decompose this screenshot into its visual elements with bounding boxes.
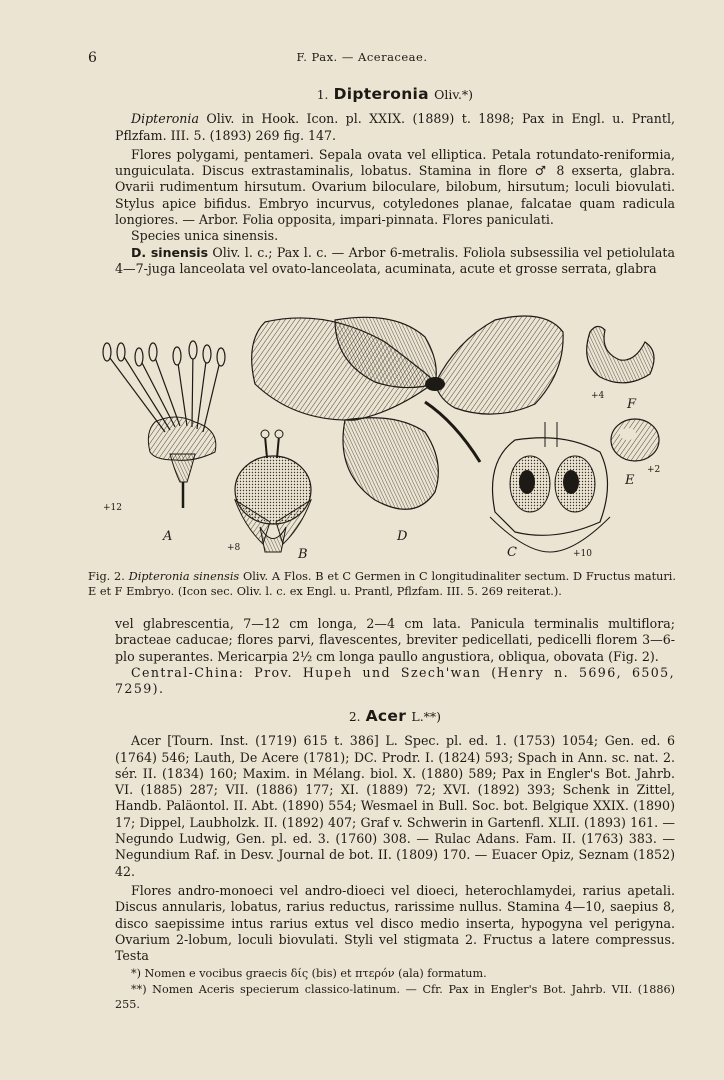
figure-label-e: E (625, 473, 635, 488)
figure-label-c: C (507, 545, 517, 560)
mag-label-b: +8 (227, 543, 241, 553)
genus-heading-dipteronia (115, 86, 675, 103)
botanical-illustration (95, 312, 685, 568)
genus-number: 2. (348, 710, 361, 724)
species-note: Species unica sinensis. (131, 228, 279, 244)
continuation-paragraph: vel glabrescentia, 7—12 cm longa, 2—4 cm lata. Panicula terminalis multiflora; bracteae caducae; flores parvi, flavescentes, breviter pedicellati, pedicelli florem 3—6-plo superantes. Mericarpia 2½ cm longa paullo angustiora, obliqua, obovata (Fig. 2). (115, 616, 675, 664)
drawing-embryo-f (587, 326, 654, 382)
genus-name: Acer (365, 707, 407, 725)
drawing-embryo-e (611, 419, 659, 461)
mag-label-f: +4 (591, 391, 605, 401)
drawing-germen-section (490, 422, 610, 552)
citation-paragraph (115, 111, 675, 144)
genus-number: 1. (316, 88, 329, 102)
footnotes (115, 966, 675, 1013)
genus-heading-acer (115, 708, 675, 725)
caption-prefix: Fig. 2. (88, 570, 125, 583)
figure-label-b: B (298, 547, 308, 562)
acer-description: Flores andro-monoeci vel andro-dioeci vel dioeci, heterochlamydei, rarius apetali. Discus annularis, lobatus, rarius reductus, rarissime nullus. Stamina 4—10, saepius 8, disco saepissime intus rarius extus vel disco medio inserta, hypogyna vel perigyna. Ovarium 2-lobum, loculi biovulati. Styli vel stigmata 2. Fructus a latere compressus. Testa (115, 882, 675, 964)
running-head: F. Pax. — Aceraceae. (296, 50, 428, 64)
figure-label-f: F (627, 397, 637, 412)
figure-2 (95, 312, 685, 568)
figure-caption (88, 569, 676, 599)
citation-genus: Dipteronia (131, 111, 199, 127)
species-name: D. sinensis (131, 244, 209, 260)
figure-label-d: D (397, 529, 408, 544)
citation-text: Oliv. in Hook. Icon. pl. XXIX. (1889) t. 1898; Pax in Engl. u. Prantl, Pflzfam. III. 5. (1893) 269 fig. 147. (115, 111, 675, 143)
section-acer (115, 708, 675, 964)
caption-species: Dipteronia sinensis (128, 570, 240, 583)
section-dipteronia-continued (115, 616, 675, 697)
figure-label-a: A (163, 529, 173, 544)
drawing-germen (235, 430, 311, 552)
mag-label-c: +10 (573, 549, 592, 559)
genus-author: Oliv.*) (434, 87, 474, 102)
mag-label-a: +12 (103, 503, 122, 513)
distribution-paragraph: Central-China: Prov. Hupeh und Szech'wan (Henry n. 5696, 6505, 7259). (115, 664, 675, 697)
species-paragraph (115, 245, 675, 278)
species-text: Oliv. l. c.; Pax l. c. — Arbor 6-metralis. Foliola subsessilia vel petiolulata 4—7-juga lanceolata vel ovato-lanceolata, acuminata, acute et grosse serrata, glabra (115, 244, 675, 276)
genus-author: L.**) (411, 709, 442, 724)
acer-synonymy: Acer [Tourn. Inst. (1719) 615 t. 386] L. Spec. pl. ed. 1. (1753) 1054; Gen. ed. 6 (1764) 546; Lauth, De Acere (1781); DC. Prodr. I. (1824) 593; Spach in Ann. sc. nat. 2. sér. II. (1834) 160; Maxim. in Mélang. biol. X. (1880) 589; Pax in Engler's Bot. Jahrb. VI. (1885) 287; VII. (1886) 177; XI. (1889) 72; XVI. (1892) 393; Schenk in Zittel, Handb. Paläontol. II. Abt. (1890) 554; Wesmael in Bull. Soc. bot. Belgique XXIX. (1890) 17; Dippel, Laubholzk. II. (1892) 407; Graf v. Schwerin in Gartenfl. XLII. (1893) 161. — Negundo Ludwig, Gen. pl. ed. 3. (1760) 308. — Rulac Adans. Fam. II. (1763) 383. — Negundium Raf. in Desv. Journal de bot. II. (1809) 170. — Euacer Opiz, Seznam (1852) 42. (115, 733, 675, 879)
page-number: 6 (88, 50, 97, 66)
footnote-2: **) Nomen Aceris specierum classico-latinum. — Cfr. Pax in Engler's Bot. Jahrb. VII. (1886) 255. (115, 982, 675, 1011)
drawing-flower (103, 341, 225, 508)
genus-name: Dipteronia (333, 85, 429, 103)
footnote-1: *) Nomen e vocibus graecis δίς (bis) et πτερόν (ala) formatum. (131, 967, 487, 980)
mag-label-e: +2 (647, 465, 661, 475)
caption-text: Oliv. A Flos. B et C Germen in C longitudinaliter sectum. D Fructus maturi. E et F Embryo. (Icon sec. Oliv. l. c. ex Engl. u. Prantl, Pflzfam. III. 5. 269 reiterat.). (88, 570, 676, 598)
description-paragraph: Flores polygami, pentameri. Sepala ovata vel elliptica. Petala rotundato-reniformia, unguiculata. Discus extrastaminalis, lobatus. Stamina in flore ♂ 8 exserta, glabra. Ovarii rudimentum hirsutum. Ovarium biloculare, bilobum, hirsutum; loculi biovulati. Stylus apice bifidus. Embryo incurvus, cotyledones planae, falcatae quam radicula longiores. — Arbor. Folia opposita, impari-pinnata. Flores paniculati. (115, 146, 675, 228)
section-dipteronia (115, 86, 675, 277)
